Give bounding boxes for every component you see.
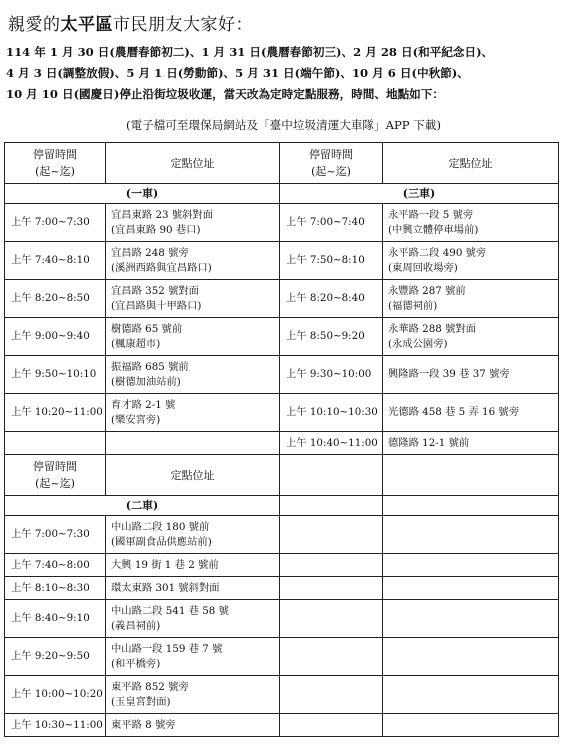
schedule-table <box>4 142 559 737</box>
location-cell-line: 中山路二段 180 號前 <box>111 520 210 533</box>
location-cell-line: 永豐路 287 號前 <box>388 284 466 297</box>
location-cell-line: 中山路二段 541 巷 58 號 <box>111 604 229 617</box>
location-cell-line: (中興立體停車場前) <box>388 223 479 236</box>
empty-cell <box>280 638 383 676</box>
location-cell-line: (和平橋旁) <box>111 657 161 670</box>
location-cell-line: 中山路一段 159 巷 7 號 <box>111 642 223 655</box>
table-row <box>5 242 559 280</box>
time-cell: 上午 9:20~9:50 <box>5 638 106 676</box>
announcement-line: 114 年 1 月 30 日(農曆春節初二)、1 月 31 日(農曆春節初三)、2 月 28 日(和平紀念日)、 <box>6 45 494 59</box>
location-cell <box>106 516 280 554</box>
location-cell <box>383 242 559 280</box>
location-cell <box>106 242 280 280</box>
location-cell <box>106 280 280 318</box>
location-cell-line: 光德路 458 巷 5 弄 16 號旁 <box>388 406 520 418</box>
table-row <box>5 496 559 516</box>
location-cell-line: 振福路 685 號前 <box>111 360 189 373</box>
location-cell-line: (義昌祠前) <box>111 619 161 632</box>
empty-cell <box>383 496 559 516</box>
location-cell-line: 東平路 8 號旁 <box>111 718 176 731</box>
header-time-line: (起~迄) <box>35 477 75 490</box>
location-cell-line: 永華路 288 號對面 <box>388 322 476 335</box>
location-cell-line: (國軍副食品供應站前) <box>111 535 212 548</box>
header-time-line: 停留時間 <box>33 460 77 473</box>
location-cell <box>383 394 559 432</box>
location-cell <box>106 204 280 242</box>
time-cell: 上午 7:40~8:00 <box>5 554 106 577</box>
header-time-line: (起~迄) <box>311 165 351 178</box>
table-row <box>5 318 559 356</box>
empty-cell <box>106 432 280 455</box>
location-cell <box>106 554 280 577</box>
announcement-line: 10 月 10 日(國慶日)停止沿街垃圾收運，當天改為定時定點服務，時間、地點如下： <box>6 87 444 101</box>
location-cell <box>106 676 280 714</box>
location-cell-line: 興隆路一段 39 巷 37 號旁 <box>388 368 510 380</box>
section-car2: (二車) <box>5 496 280 516</box>
location-cell-line: (玉皇宮對面) <box>111 695 171 708</box>
empty-cell <box>280 516 383 554</box>
location-cell-line: 宜昌路 352 號對面 <box>111 284 199 297</box>
location-cell <box>106 394 280 432</box>
header-location: 定點位址 <box>106 143 280 184</box>
location-cell-line: (楓康超市) <box>111 337 161 350</box>
table-row <box>5 600 559 638</box>
table-row <box>5 356 559 394</box>
time-cell: 上午 8:10~8:30 <box>5 577 106 600</box>
time-cell: 上午 10:00~10:20 <box>5 676 106 714</box>
empty-cell <box>280 496 383 516</box>
location-cell-line: (宜昌路與十甲路口) <box>111 299 202 312</box>
location-cell-line: (樹德加油站前) <box>111 375 181 388</box>
empty-cell <box>383 455 559 496</box>
time-cell: 上午 7:00~7:40 <box>280 204 383 242</box>
location-cell <box>106 714 280 737</box>
location-cell-line: 樹德路 65 號前 <box>111 322 183 335</box>
location-cell <box>383 318 559 356</box>
location-cell-line: 育才路 2-1 號 <box>111 398 176 411</box>
time-cell: 上午 7:00~7:30 <box>5 204 106 242</box>
table-row <box>5 204 559 242</box>
location-cell <box>383 280 559 318</box>
location-cell-line: (溪洲西路與宜昌路口) <box>111 261 212 274</box>
location-cell <box>383 204 559 242</box>
location-cell-line: (永成公園旁) <box>388 337 448 350</box>
time-cell: 上午 9:00~9:40 <box>5 318 106 356</box>
page-title <box>8 10 253 35</box>
location-cell-line: (樂安宮旁) <box>111 413 161 426</box>
location-cell-line: 德隆路 12-1 號前 <box>388 436 470 449</box>
location-cell <box>383 356 559 394</box>
time-cell: 上午 8:20~8:50 <box>5 280 106 318</box>
time-cell: 上午 9:30~10:00 <box>280 356 383 394</box>
location-cell <box>106 638 280 676</box>
empty-cell <box>383 714 559 737</box>
location-cell-line: 宜昌路 248 號旁 <box>111 246 189 259</box>
title-district: 太平區 <box>60 15 113 35</box>
time-cell: 上午 7:40~8:10 <box>5 242 106 280</box>
empty-cell <box>280 455 383 496</box>
empty-cell <box>280 600 383 638</box>
empty-cell <box>383 676 559 714</box>
time-cell: 上午 10:30~11:00 <box>5 714 106 737</box>
header-time-line: 停留時間 <box>309 148 353 161</box>
empty-cell <box>383 554 559 577</box>
header-location: 定點位址 <box>106 455 280 496</box>
location-cell-line: 永平路二段 490 號旁 <box>388 246 487 259</box>
download-note: (電子檔可至環保局網站及「臺中垃圾清運大車隊」APP 下載) <box>126 118 441 132</box>
table-row <box>5 554 559 577</box>
time-cell: 上午 8:50~9:20 <box>280 318 383 356</box>
section-car3: (三車) <box>280 184 559 204</box>
announcement-text <box>6 42 564 105</box>
location-cell-line: (福德祠前) <box>388 299 438 312</box>
table-row <box>5 676 559 714</box>
section-car1: (一車) <box>5 184 280 204</box>
table-row <box>5 143 559 184</box>
location-cell-line: 永平路一段 5 號旁 <box>388 208 474 221</box>
time-cell: 上午 9:50~10:10 <box>5 356 106 394</box>
location-cell-line: 東平路 852 號旁 <box>111 680 189 693</box>
table-row <box>5 714 559 737</box>
time-cell: 上午 8:40~9:10 <box>5 600 106 638</box>
title-suffix: 市民朋友大家好： <box>113 15 253 35</box>
time-cell: 上午 10:40~11:00 <box>280 432 383 455</box>
empty-cell <box>280 676 383 714</box>
time-cell: 上午 10:20~11:00 <box>5 394 106 432</box>
header-time-line: 停留時間 <box>33 148 77 161</box>
location-cell-line: (東周回收場旁) <box>388 261 458 274</box>
location-cell <box>106 577 280 600</box>
header-time-line: (起~迄) <box>35 165 75 178</box>
table-row <box>5 516 559 554</box>
empty-cell <box>383 638 559 676</box>
time-cell: 上午 7:50~8:10 <box>280 242 383 280</box>
location-cell-line: 環太東路 301 號斜對面 <box>111 581 220 594</box>
empty-cell <box>5 432 106 455</box>
location-cell <box>106 356 280 394</box>
location-cell <box>383 432 559 455</box>
empty-cell <box>383 600 559 638</box>
empty-cell <box>280 714 383 737</box>
location-cell-line: 宜昌東路 23 號斜對面 <box>111 208 214 221</box>
title-prefix: 親愛的 <box>8 15 61 35</box>
location-cell <box>106 600 280 638</box>
time-cell: 上午 10:10~10:30 <box>280 394 383 432</box>
header-time <box>5 455 106 496</box>
header-time <box>5 143 106 184</box>
location-cell-line: 大興 19 街 1 巷 2 號前 <box>111 558 219 571</box>
table-row <box>5 394 559 432</box>
table-row <box>5 455 559 496</box>
time-cell: 上午 7:00~7:30 <box>5 516 106 554</box>
header-location: 定點位址 <box>383 143 559 184</box>
header-time <box>280 143 383 184</box>
table-row <box>5 184 559 204</box>
location-cell-line: (宜昌東路 90 巷口) <box>111 223 201 236</box>
empty-cell <box>280 554 383 577</box>
location-cell <box>106 318 280 356</box>
empty-cell <box>280 577 383 600</box>
table-row <box>5 432 559 455</box>
time-cell: 上午 8:20~8:40 <box>280 280 383 318</box>
empty-cell <box>383 516 559 554</box>
empty-cell <box>383 577 559 600</box>
announcement-line: 4 月 3 日(調整放假)、5 月 1 日(勞動節)、5 月 31 日(端午節)、10 月 6 日(中秋節)、 <box>6 66 469 80</box>
table-row <box>5 638 559 676</box>
table-row <box>5 577 559 600</box>
table-row <box>5 280 559 318</box>
